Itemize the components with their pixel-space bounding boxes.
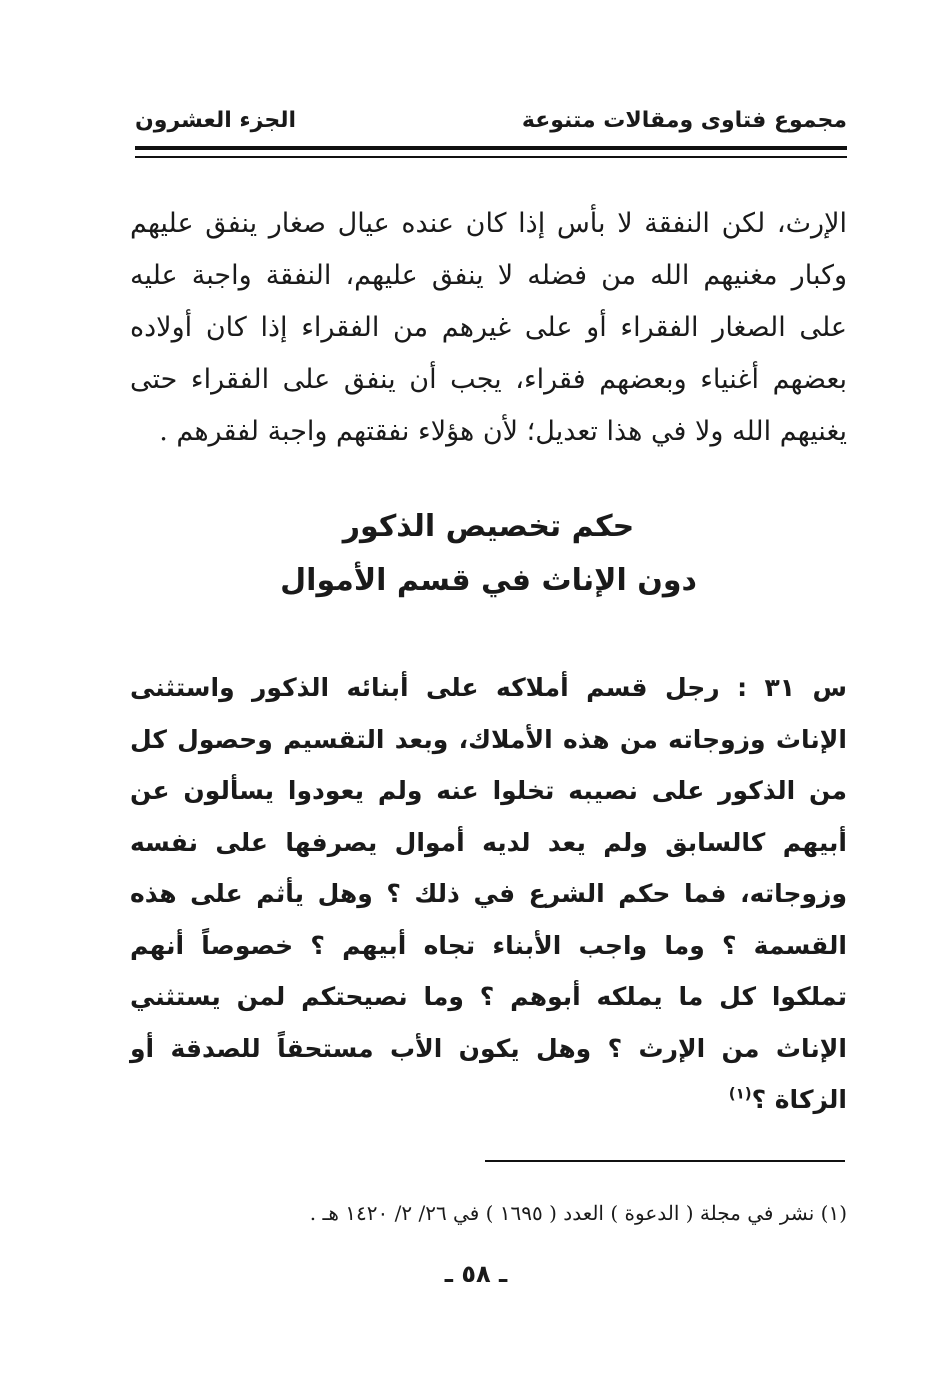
body-paragraph: الإرث، لكن النفقة لا بأس إذا كان عنده عيال صغار ينفق عليهم وكبار مغنيهم الله من فضله لا ينفق عليهم، النفقة واجبة عليه على الصغار الفقراء أو على غيرهم من الفقراء إذا كان أولاده بعضهم أغنياء وبعضهم فقراء، يجب أن ينفق على الفقراء حتى يغنيهم الله ولا في هذا تعديل؛ لأن هؤلاء نفقتهم واجبة لفقرهم . — [130, 208, 847, 447]
running-header — [135, 100, 847, 140]
footnote: (١) نشر في مجلة ( الدعوة ) العدد ( ١٦٩٥ ) في ٢٦/ ٢/ ١٤٢٠ هـ . — [309, 1201, 847, 1225]
footnote-reference: (١) — [728, 1084, 752, 1103]
header-rule-thick — [135, 146, 847, 150]
section-title-line1: حكم تخصيص الذكور — [342, 509, 635, 544]
page-number: ـ ٥٨ ـ — [444, 1260, 508, 1288]
question-text: س ٣١ : رجل قسم أملاكه على أبنائه الذكور واستثنى الإناث وزوجاته من هذه الأملاك، وبعد التقسيم وحصول كل من الذكور على نصيبه تخلوا عنه ولم يعودوا يسألون عن أبيهم كالسابق ولم يعد لديه أموال يصرفها على نفسه وزوجاته، فما حكم الشرع في ذلك ؟ وهل يأثم على هذه القسمة ؟ وما واجب الأبناء تجاه أبيهم ؟ خصوصاً أنهم تملكوا كل ما يملكه أبوهم ؟ وما نصيحتكم لمن يستثني الإناث من الإرث ؟ وهل يكون الأب مستحقاً للصدقة أو الزكاة ؟ — [130, 673, 847, 1114]
section-title — [130, 500, 847, 608]
header-rule-thin — [135, 156, 847, 158]
volume-label: الجزء العشرون — [135, 107, 296, 133]
section-title-line2: دون الإناث في قسم الأموال — [280, 563, 697, 598]
footnote-rule — [485, 1160, 845, 1162]
question-block — [130, 662, 847, 1126]
book-title: مجموع فتاوى ومقالات متنوعة — [521, 107, 847, 133]
